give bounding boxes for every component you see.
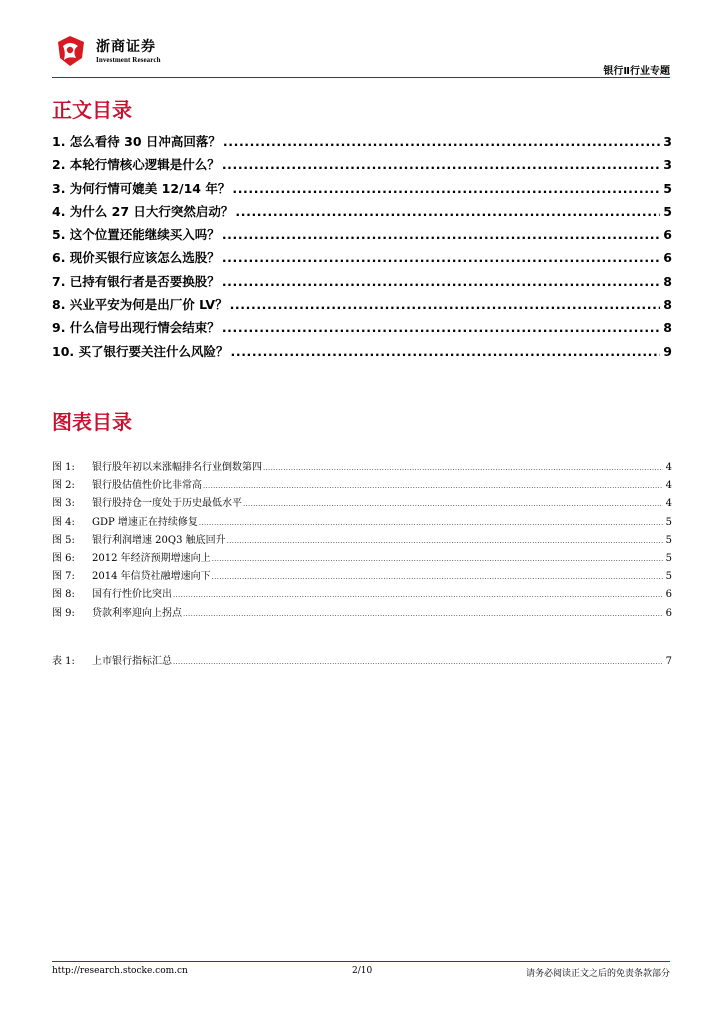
dot-leader <box>222 227 660 242</box>
figure-item[interactable] <box>52 604 672 622</box>
toc-item-page[interactable]: 3 <box>663 157 672 173</box>
toc-item[interactable] <box>52 272 672 295</box>
page-number: 2/10 <box>352 966 373 976</box>
figure-title[interactable]: GDP 增速正在持续修复 <box>92 516 198 528</box>
figure-page[interactable]: 4 <box>665 462 672 473</box>
figure-title[interactable]: 银行股年初以来涨幅排名行业倒数第四 <box>92 462 262 473</box>
figure-label: 图 2: <box>52 480 75 492</box>
dot-leader <box>232 181 660 196</box>
figure-page[interactable]: 6 <box>665 589 672 601</box>
figure-item[interactable] <box>52 549 672 567</box>
toc-item-page[interactable]: 6 <box>663 250 672 266</box>
figure-item[interactable] <box>52 531 672 549</box>
dot-leader <box>173 656 663 667</box>
figure-title[interactable]: 2012 年经济预期增速向上 <box>92 552 211 564</box>
figure-item[interactable] <box>52 567 672 585</box>
dot-leader <box>222 274 660 289</box>
page-header <box>52 30 672 76</box>
figure-label: 图 5: <box>52 534 75 546</box>
toc-item-title[interactable]: 9. 什么信号出现行情会结束？ <box>52 320 220 336</box>
disclaimer-notice: 请务必阅读正文之后的免责条款部分 <box>525 969 670 979</box>
toc-item-page[interactable]: 6 <box>663 227 672 243</box>
report-type: 银行Ⅱ行业专题 <box>603 66 670 77</box>
figure-page[interactable]: 5 <box>665 516 672 528</box>
dot-leader <box>222 250 660 265</box>
figure-label: 图 9: <box>52 607 75 619</box>
toc-item[interactable] <box>52 179 672 202</box>
dot-leader <box>183 608 663 619</box>
page-footer <box>52 966 670 980</box>
toc-item-title[interactable]: 4. 为什么 27 日大行突然启动？ <box>52 203 234 219</box>
dot-leader <box>222 157 660 172</box>
dot-leader <box>222 320 660 335</box>
figure-list <box>52 458 672 622</box>
table-list <box>52 652 672 670</box>
toc-item-page[interactable]: 5 <box>663 180 672 196</box>
dot-leader <box>231 344 661 359</box>
figure-title[interactable]: 2014 年信贷社融增速向下 <box>92 571 211 583</box>
dot-leader <box>203 480 663 491</box>
toc-item-page[interactable]: 8 <box>663 297 672 313</box>
toc-item[interactable] <box>52 132 672 155</box>
table-title[interactable]: 上市银行指标汇总 <box>92 656 172 667</box>
toc-item[interactable] <box>52 248 672 271</box>
figure-title[interactable]: 银行利润增速 20Q3 触底回升 <box>92 534 226 546</box>
toc-item-page[interactable]: 9 <box>663 343 672 359</box>
dot-leader <box>263 462 663 473</box>
dot-leader <box>173 589 663 600</box>
figure-title[interactable]: 银行股估值性价比非常高 <box>92 480 202 492</box>
toc-item-page[interactable]: 8 <box>663 273 672 289</box>
toc-item-title[interactable]: 3. 为何行情可媲美 12/14 年？ <box>52 180 231 196</box>
toc-item-page[interactable]: 3 <box>663 134 672 149</box>
company-logo-icon <box>54 34 88 68</box>
figure-page[interactable]: 4 <box>665 480 672 492</box>
brand-name-cn: 浙商证券 <box>96 39 156 55</box>
table-page[interactable]: 7 <box>665 656 672 667</box>
dot-leader <box>230 297 660 312</box>
figure-item[interactable] <box>52 494 672 512</box>
figure-title[interactable]: 银行股持仓一度处于历史最低水平 <box>92 498 242 510</box>
figure-item[interactable] <box>52 513 672 531</box>
figure-label: 图 6: <box>52 552 75 564</box>
dot-leader <box>227 535 663 546</box>
figure-label: 图 3: <box>52 498 75 510</box>
toc-item-title[interactable]: 2. 本轮行情核心逻辑是什么？ <box>52 157 220 173</box>
dot-leader <box>223 134 660 149</box>
figure-label: 图 7: <box>52 571 75 583</box>
figure-item[interactable] <box>52 585 672 603</box>
toc-main-title: 正文目录 <box>52 98 132 122</box>
toc-item[interactable] <box>52 342 672 365</box>
figure-page[interactable]: 5 <box>665 552 672 564</box>
figure-label: 图 8: <box>52 589 75 601</box>
toc-item-title[interactable]: 10. 买了银行要关注什么风险？ <box>52 343 229 359</box>
toc-item-page[interactable]: 8 <box>663 320 672 336</box>
figure-page[interactable]: 4 <box>665 498 672 510</box>
brand-name-en: Investment Research <box>96 56 161 64</box>
toc-item-page[interactable]: 5 <box>663 203 672 219</box>
figure-item[interactable] <box>52 476 672 494</box>
figure-item[interactable] <box>52 458 672 476</box>
toc-item[interactable] <box>52 295 672 318</box>
dot-leader <box>243 498 663 509</box>
dot-leader <box>199 517 663 528</box>
table-item[interactable] <box>52 652 672 670</box>
research-url-link[interactable]: http://research.stocke.com.cn <box>52 966 188 976</box>
dot-leader <box>212 571 663 582</box>
toc-item-title[interactable]: 8. 兴业平安为何是出厂价 LV？ <box>52 297 228 313</box>
toc-item[interactable] <box>52 225 672 248</box>
figure-page[interactable]: 6 <box>665 607 672 619</box>
figure-title[interactable]: 国有行性价比突出 <box>92 589 172 601</box>
toc-item-title[interactable]: 1. 怎么看待 30 日冲高回落？ <box>52 134 221 149</box>
dot-leader <box>235 204 660 219</box>
header-divider <box>52 77 670 78</box>
figure-label: 图 1: <box>52 462 75 473</box>
figure-title[interactable]: 贷款利率迎向上拐点 <box>92 607 182 619</box>
toc-item[interactable] <box>52 155 672 178</box>
toc-item-title[interactable]: 5. 这个位置还能继续买入吗？ <box>52 227 220 243</box>
toc-item-title[interactable]: 6. 现价买银行应该怎么选股？ <box>52 250 220 266</box>
figure-label: 图 4: <box>52 516 75 528</box>
toc-item[interactable] <box>52 202 672 225</box>
figure-page[interactable]: 5 <box>665 534 672 546</box>
figure-page[interactable]: 5 <box>665 571 672 583</box>
footer-divider <box>52 961 670 962</box>
toc-figures-title: 图表目录 <box>52 410 132 434</box>
dot-leader <box>212 553 663 564</box>
table-label: 表 1: <box>52 656 75 667</box>
toc-item[interactable] <box>52 318 672 341</box>
toc-item-title[interactable]: 7. 已持有银行者是否要换股？ <box>52 273 220 289</box>
toc-main-list <box>52 132 672 365</box>
